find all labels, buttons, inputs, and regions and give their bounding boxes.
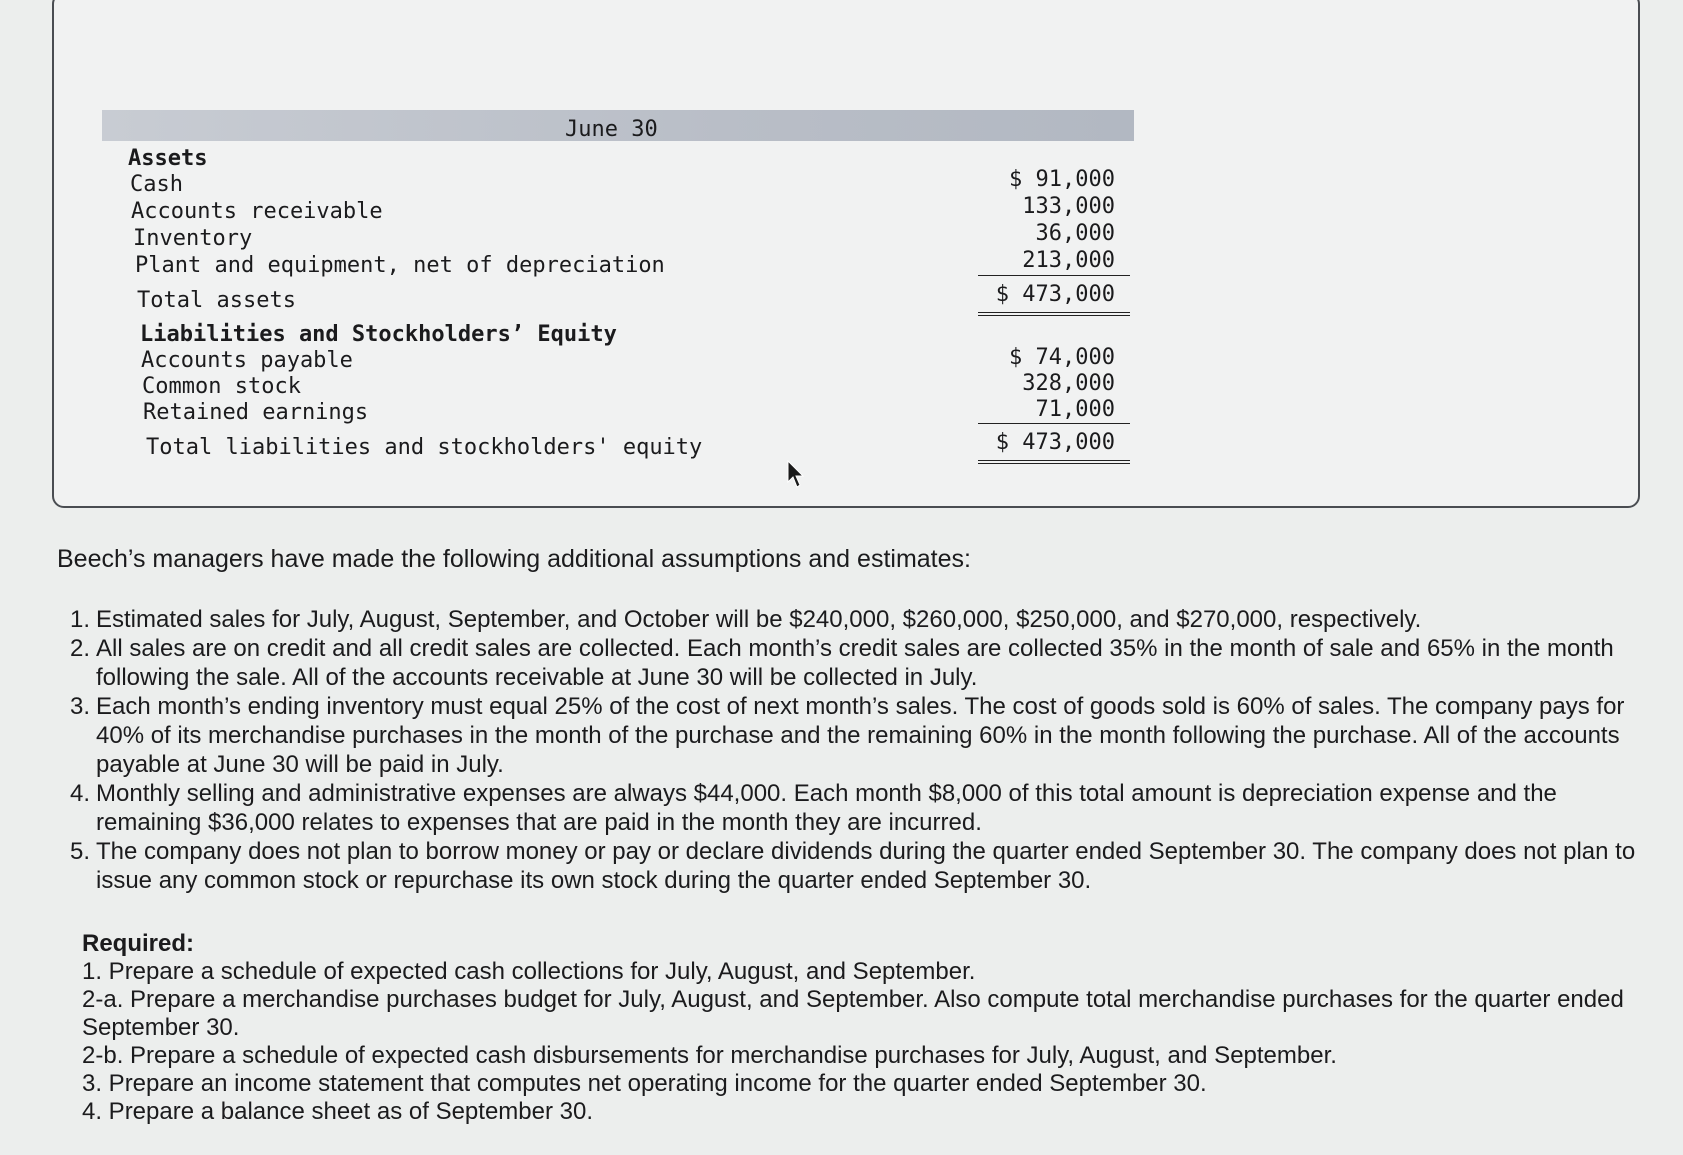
asset-label-cash: Cash: [130, 172, 183, 197]
total-liabilities-value: $ 473,000: [995, 430, 1115, 455]
asset-label-plant-equipment: Plant and equipment, net of depreciation: [135, 253, 665, 278]
required-item: 4. Prepare a balance sheet as of September 30.: [82, 1098, 593, 1125]
assumptions-list: [60, 605, 1640, 895]
list-item: [60, 779, 1640, 837]
required-item: 2-b. Prepare a schedule of expected cash disbursements for merchandise purchases for July, August, and September.: [82, 1042, 1337, 1069]
list-item-text: The company does not plan to borrow money or pay or declare dividends during the quarter ended September 30. The company does not plan to issue any common stock or repurchase its own stock during the quarter ended September 30.: [96, 838, 1636, 894]
asset-value-accounts-receivable: 133,000: [1022, 194, 1115, 219]
required-item: 2-a. Prepare a merchandise purchases budget for July, August, and September. Also compute total merchandise purchases for the quarter ended September 30.: [82, 986, 1624, 1041]
balance-sheet-date: June 30: [565, 117, 658, 142]
list-item: [60, 634, 1640, 692]
list-item: [60, 837, 1640, 895]
liability-value-accounts-payable: $ 74,000: [1009, 345, 1115, 370]
liability-value-common-stock: 328,000: [1022, 371, 1115, 396]
total-assets-value: $ 473,000: [995, 282, 1115, 307]
list-item: [60, 605, 1640, 634]
liability-label-accounts-payable: Accounts payable: [141, 348, 353, 373]
required-heading: Required:: [82, 930, 195, 957]
asset-value-plant-equipment: 213,000: [1022, 248, 1115, 273]
asset-value-cash: $ 91,000: [1009, 167, 1115, 192]
list-item-text: Monthly selling and administrative expenses are always $44,000. Each month $8,000 of this total amount is depreciation expense and the remaining $36,000 relates to expenses that are paid in the month they are incurred.: [96, 780, 1557, 836]
list-item-number: 2.: [69, 635, 90, 662]
liability-label-common-stock: Common stock: [142, 374, 301, 399]
assumptions-intro: Beech’s managers have made the following additional assumptions and estimates:: [57, 545, 971, 573]
asset-label-inventory: Inventory: [133, 226, 253, 251]
required-item: 3. Prepare an income statement that computes net operating income for the quarter ended September 30.: [82, 1070, 1207, 1097]
list-item-number: 1.: [69, 606, 90, 633]
list-item-text: Each month’s ending inventory must equal 25% of the cost of next month’s sales. The cost of goods sold is 60% of sales. The company pays for 40% of its merchandise purchases in the month of the purchase and the remaining 60% in the month following the purchase. All of the accounts payable at June 30 will be paid in July.: [96, 693, 1625, 778]
liability-value-retained-earnings: 71,000: [1035, 397, 1115, 422]
total-liabilities-label: Total liabilities and stockholders' equity: [146, 435, 703, 460]
list-item-number: 4.: [69, 780, 90, 807]
list-item-text: All sales are on credit and all credit sales are collected. Each month’s credit sales are collected 35% in the month of sale and 65% in the month following the sale. All of the accounts receivable at June 30 will be collected in July.: [96, 635, 1614, 691]
asset-value-inventory: 36,000: [1035, 221, 1115, 246]
total-assets-double-rule: [978, 312, 1130, 316]
total-liabilities-double-rule: [978, 460, 1130, 464]
required-section: [82, 930, 1642, 1126]
assets-subtotal-rule: [978, 275, 1130, 276]
required-item: 1. Prepare a schedule of expected cash collections for July, August, and September.: [82, 958, 976, 985]
list-item: [60, 692, 1640, 779]
liability-label-retained-earnings: Retained earnings: [143, 400, 369, 425]
list-item-text: Estimated sales for July, August, September, and October will be $240,000, $260,000, $250,000, and $270,000, respectively.: [96, 606, 1422, 633]
liabilities-subtotal-rule: [978, 423, 1130, 424]
total-assets-label: Total assets: [137, 288, 296, 313]
asset-label-accounts-receivable: Accounts receivable: [131, 199, 383, 224]
list-item-number: 3.: [69, 693, 90, 720]
assets-heading: Assets: [128, 146, 208, 171]
mouse-cursor-icon: [787, 460, 807, 490]
list-item-number: 5.: [69, 838, 90, 865]
liabilities-heading: Liabilities and Stockholders’ Equity: [140, 322, 617, 347]
